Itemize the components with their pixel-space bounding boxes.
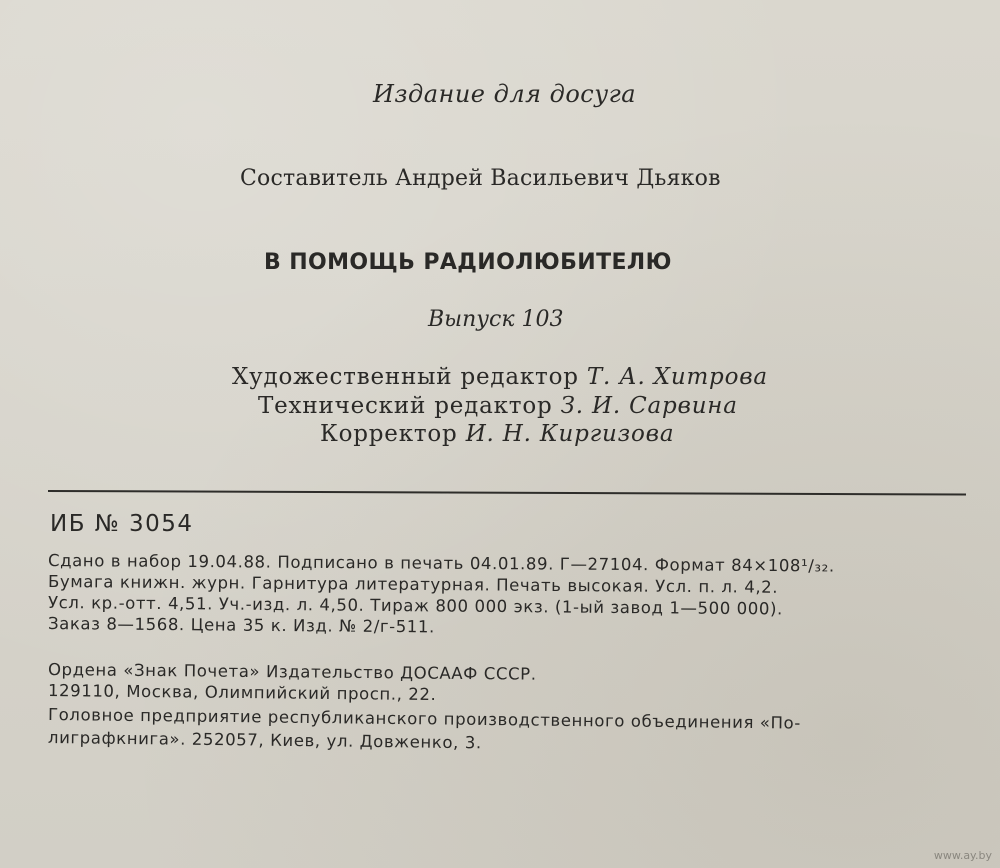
- publisher-line: Ордена «Знак Почета» Издательство ДОСААФ СССР.: [47, 660, 537, 684]
- compiler-line: Составитель Андрей Васильевич Дьяков: [240, 166, 721, 191]
- corrector-role: Корректор: [320, 421, 458, 447]
- edition-note: Издание для досуга: [373, 80, 637, 108]
- imprint-line: Заказ 8—1568. Цена 35 к. Изд. № 2/г-511.: [47, 614, 435, 637]
- tech-editor-role: Технический редактор: [258, 393, 553, 419]
- art-editor-credit: [232, 364, 768, 390]
- issue-number: Выпуск 103: [428, 307, 564, 332]
- art-editor-name: Т. А. Хитрова: [586, 364, 768, 390]
- art-editor-role: Художественный редактор: [232, 364, 579, 390]
- publisher-address: 129110, Москва, Олимпийский просп., 22.: [47, 681, 437, 705]
- watermark-text: www.ay.by: [933, 849, 992, 862]
- section-divider: [48, 490, 966, 496]
- imprint-line: Усл. кр.-отт. 4,51. Уч.-изд. л. 4,50. Тираж 800 000 экз. (1-ый завод 1—500 000).: [47, 593, 783, 619]
- imprint-line: Бумага книжн. журн. Гарнитура литературная. Печать высокая. Усл. п. л. 4,2.: [47, 572, 779, 597]
- printer-line: Головное предприятие республиканского производственного объединения «По-: [47, 705, 801, 733]
- printer-address: лиграфкнига». 252057, Киев, ул. Довженко, 3.: [47, 728, 482, 753]
- tech-editor-credit: [258, 393, 738, 419]
- ib-number: ИБ № 3054: [50, 511, 194, 537]
- book-title: В ПОМОЩЬ РАДИОЛЮБИТЕЛЮ: [264, 250, 672, 275]
- corrector-name: И. Н. Киргизова: [465, 421, 675, 447]
- imprint-line: Сдано в набор 19.04.88. Подписано в печать 04.01.89. Г—27104. Формат 84×108¹/₃₂.: [47, 551, 835, 576]
- corrector-credit: [320, 421, 674, 447]
- tech-editor-name: З. И. Сарвина: [560, 393, 738, 419]
